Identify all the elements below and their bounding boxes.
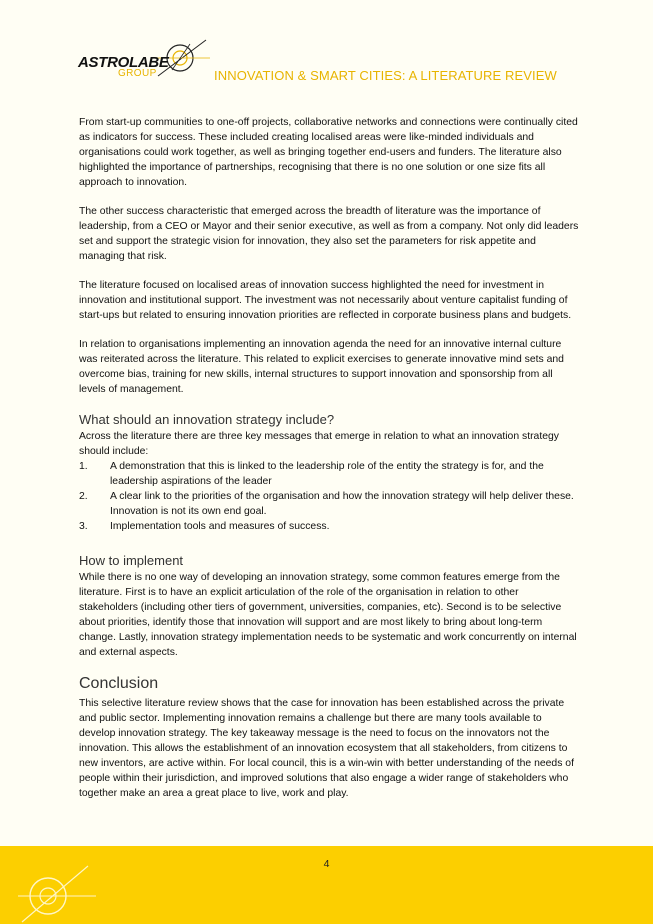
page-footer	[0, 846, 653, 924]
strategy-list	[79, 459, 579, 534]
list-text: Implementation tools and measures of success.	[110, 521, 330, 532]
list-item	[79, 489, 579, 519]
page-number: 4	[323, 858, 330, 870]
document-title: INNOVATION & SMART CITIES: A LITERATURE REVIEW	[214, 68, 557, 83]
list-item	[79, 519, 579, 534]
brand-group: GROUP	[118, 68, 157, 79]
section-heading-conclusion: Conclusion	[79, 675, 159, 692]
page-content	[79, 115, 579, 801]
page-header	[0, 0, 653, 100]
paragraph: While there is no one way of developing an innovation strategy, some common features emerge from the literature. First is to have an explicit articulation of the role of the organisation in relation to other stakeholders (including other tiers of government, universities, companies, etc). Second is to be selective about priorities, identify those that innovation will support and are most likely to bring about long-term change. Lastly, innovation strategy implementation needs to be systematic and work concurrently on internal and external aspects.	[79, 572, 577, 658]
section-heading-implement: How to implement	[79, 553, 184, 568]
paragraph: Across the literature there are three key messages that emerge in relation to what an innovation strategy should include:	[79, 431, 559, 457]
section-heading-strategy: What should an innovation strategy include?	[79, 412, 335, 427]
paragraph: The literature focused on localised areas of innovation success highlighted the need for investment in innovation and institutional support. The investment was not necessarily about venture capitalist funding of start-ups but related to ensuring innovation priorities are reflected in corporate business plans and budgets.	[79, 280, 572, 321]
list-number: 1.	[79, 461, 88, 472]
list-text: A clear link to the priorities of the organisation and how the innovation strategy will help deliver these. Innovation is not its own end goal.	[110, 491, 574, 517]
astrolabe-footer-icon	[18, 864, 98, 924]
paragraph: In relation to organisations implementing an innovation agenda the need for an innovative internal culture was reiterated across the literature. This related to explicit exercises to generate innovative mind sets and overcome bias, training for new skills, internal structures to support innovation and sponsorship from all levels of management.	[79, 339, 564, 395]
list-number: 3.	[79, 521, 88, 532]
brand-name: ASTROLABE	[78, 54, 169, 71]
list-text: A demonstration that this is linked to the leadership role of the entity the strategy is for, and the leadership aspirations of the leader	[110, 461, 544, 487]
paragraph: From start-up communities to one-off projects, collaborative networks and connections were continually cited as indicators for success. These included creating localised areas were like-minded individuals and organisations could work together, as well as bringing together end-users and funders. The literature also highlighted the importance of partnerships, recognising that there is no one solution or one size fits all approach to innovation.	[79, 117, 578, 188]
list-number: 2.	[79, 491, 88, 502]
paragraph: This selective literature review shows that the case for innovation has been established across the private and public sector. Implementing innovation remains a challenge but there are many tools available to develop innovation strategy. The key takeaway message is the need to focus on the innovators not the innovation. This allows the establishment of an innovation ecosystem that all stakeholders, from citizens to new inventors, are active within. For local council, this is a win-win with better understanding of the needs of people within their jurisdiction, and improved solutions that also engage a wider range of stakeholders who together make an area a great place to live, work and play.	[79, 698, 574, 799]
paragraph: The other success characteristic that emerged across the breadth of literature was the importance of leadership, from a CEO or Mayor and their senior executive, as well as from a company. Not only did leaders set and support the strategic vision for innovation, they also set the parameters for risk appetite and managing that risk.	[79, 206, 579, 262]
list-item	[79, 459, 579, 489]
